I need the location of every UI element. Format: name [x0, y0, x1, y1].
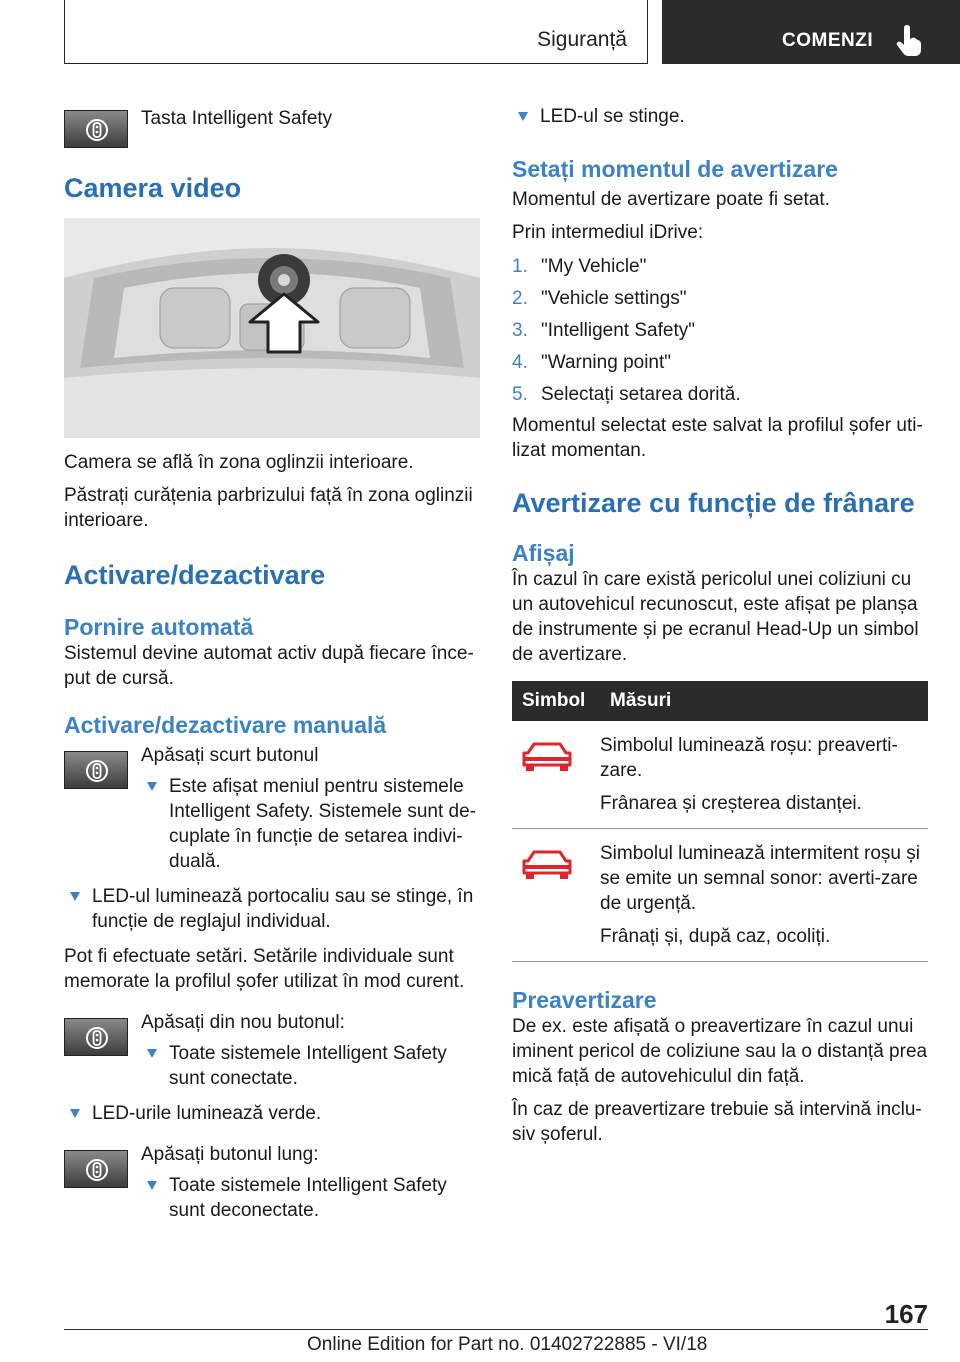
heading-activation: Activare/dezactivare	[64, 560, 326, 590]
step-number: 5.	[512, 384, 528, 405]
safety-icon	[85, 118, 109, 142]
column-header-symbol: Simbol	[512, 681, 600, 721]
safety-icon	[85, 1026, 109, 1050]
bullet-menu	[141, 774, 484, 874]
measures-cell	[600, 721, 928, 829]
step-number: 2.	[512, 288, 528, 309]
column-header-measures: Măsuri	[600, 681, 928, 721]
measure-text: Simbolul luminează intermitent roșu și se emite un semnal sonor: averti-zare de urgență.	[600, 843, 920, 914]
saved-profile-text: Momentul selectat este salvat la profilul șofer uti-lizat momentan.	[512, 415, 923, 461]
bullet-led-green	[64, 1101, 484, 1126]
step-text: "My Vehicle"	[541, 256, 647, 277]
heading-auto-start: Pornire automată	[64, 614, 254, 640]
red-car-warning-icon	[520, 739, 574, 775]
bullet-led-off	[512, 104, 928, 129]
press-long-text: Apăsați butonul lung:	[141, 1144, 319, 1165]
step-item	[512, 251, 928, 283]
heading-camera-video: Camera video	[64, 173, 242, 203]
table-header-row	[512, 681, 928, 721]
page-number: 167	[884, 1299, 928, 1329]
press-short-text: Apăsați scurt butonul	[141, 745, 319, 766]
red-car-warning-icon	[520, 847, 574, 883]
heading-warning-time: Setați momentul de avertizare	[512, 156, 838, 182]
header-section-box	[64, 0, 648, 64]
measure-text: Frânați și, după caz, ocoliți.	[600, 926, 831, 947]
step-text: Selectați setarea dorită.	[541, 384, 741, 405]
step-number: 4.	[512, 352, 528, 373]
bullet-all-off	[141, 1173, 484, 1223]
symbol-cell	[512, 721, 600, 829]
symbol-table	[512, 681, 928, 962]
bullet-triangle-icon	[70, 892, 80, 901]
bullet-led-orange	[64, 884, 484, 934]
bullet-all-off-text: Toate sistemele Intelligent Safety sunt deconectate.	[169, 1175, 447, 1221]
prewarning-text: De ex. este afișată o preavertizare în cazul unui iminent pericol de coliziune sau la o distanță prea mică față de autovehiculul din față.	[512, 1016, 928, 1087]
intelligent-safety-key-image	[64, 751, 128, 789]
intelligent-safety-key-image	[64, 1018, 128, 1056]
press-again-text: Apăsați din nou butonul:	[141, 1012, 345, 1033]
table-row	[512, 829, 928, 962]
step-text: "Intelligent Safety"	[541, 320, 695, 341]
prewarning-driver-text: În caz de preavertizare trebuie să intervină inclu-siv șoferul.	[512, 1099, 922, 1145]
via-idrive-text: Prin intermediul iDrive:	[512, 222, 704, 243]
footer-edition: Online Edition for Part no. 01402722885 - VI/18	[307, 1334, 708, 1355]
press-short-row	[64, 741, 484, 874]
measures-cell	[600, 829, 928, 962]
intelligent-safety-key-label: Tasta Intelligent Safety	[141, 108, 333, 129]
step-item	[512, 315, 928, 347]
step-number: 1.	[512, 256, 528, 277]
step-item	[512, 283, 928, 315]
measure-text: Frânarea și creșterea distanței.	[600, 793, 862, 814]
right-column	[512, 100, 928, 1147]
intelligent-safety-key-image	[64, 110, 128, 148]
intelligent-safety-key-image	[64, 1150, 128, 1188]
warning-time-text: Momentul de avertizare poate fi setat.	[512, 189, 830, 210]
table-row	[512, 721, 928, 829]
header-chapter-box	[662, 0, 960, 64]
step-item	[512, 379, 928, 411]
heading-brake-warning: Avertizare cu funcție de frânare	[512, 488, 915, 518]
safety-icon	[85, 1158, 109, 1182]
bullet-triangle-icon	[147, 1181, 157, 1190]
press-again-row	[64, 1008, 484, 1091]
auto-start-text: Sistemul devine automat activ după fiecare înce-put de cursă.	[64, 643, 474, 689]
bullet-triangle-icon	[70, 1109, 80, 1118]
pointing-hand-icon	[896, 24, 922, 56]
bullet-all-on-text: Toate sistemele Intelligent Safety sunt conectate.	[169, 1043, 447, 1089]
bullet-menu-text: Este afișat meniul pentru sistemele Intelligent Safety. Sistemele sunt de-cuplate în funcție de setarea indivi-duală.	[169, 776, 476, 872]
press-long-row	[64, 1140, 484, 1223]
heading-display: Afișaj	[512, 540, 575, 566]
step-text: "Vehicle settings"	[541, 288, 687, 309]
heading-manual-activation: Activare/dezactivare manuală	[64, 712, 387, 738]
camera-photo	[64, 218, 480, 438]
footer-divider	[64, 1329, 928, 1330]
bullet-triangle-icon	[147, 782, 157, 791]
display-text: În cazul în care există pericolul unei coliziuni cu un autovehicul recunoscut, este afișat pe planșa de instrumente și pe ecranul Head-Up un simbol de avertizare.	[512, 569, 919, 665]
step-number: 3.	[512, 320, 528, 341]
idrive-steps-list	[512, 251, 928, 411]
bullet-triangle-icon	[518, 112, 528, 121]
intelligent-safety-key-row	[64, 100, 484, 150]
step-text: "Warning point"	[541, 352, 672, 373]
symbol-cell	[512, 829, 600, 962]
settings-text: Pot fi efectuate setări. Setările individuale sunt memorate la profilul șofer utilizat în mod curent.	[64, 946, 465, 992]
camera-clean-text: Păstrați curățenia parbrizului față în zona oglinzii interioare.	[64, 485, 473, 531]
bullet-triangle-icon	[147, 1049, 157, 1058]
left-column	[64, 100, 484, 1223]
header-chapter-title: COMENZI	[782, 30, 874, 51]
bullet-led-orange-text: LED-ul luminează portocaliu sau se stinge, în funcție de reglajul individual.	[92, 886, 474, 932]
measure-text: Simbolul luminează roșu: preaverti-zare.	[600, 735, 898, 781]
header-section-title: Siguranță	[537, 28, 627, 51]
bullet-all-on	[141, 1041, 484, 1091]
step-item	[512, 347, 928, 379]
car-interior-illustration	[64, 218, 480, 438]
bullet-led-off-text: LED-ul se stinge.	[540, 106, 685, 127]
heading-prewarning: Preavertizare	[512, 987, 657, 1013]
safety-icon	[85, 759, 109, 783]
bullet-led-green-text: LED-urile luminează verde.	[92, 1103, 322, 1124]
camera-location-text: Camera se află în zona oglinzii interioare.	[64, 452, 414, 473]
